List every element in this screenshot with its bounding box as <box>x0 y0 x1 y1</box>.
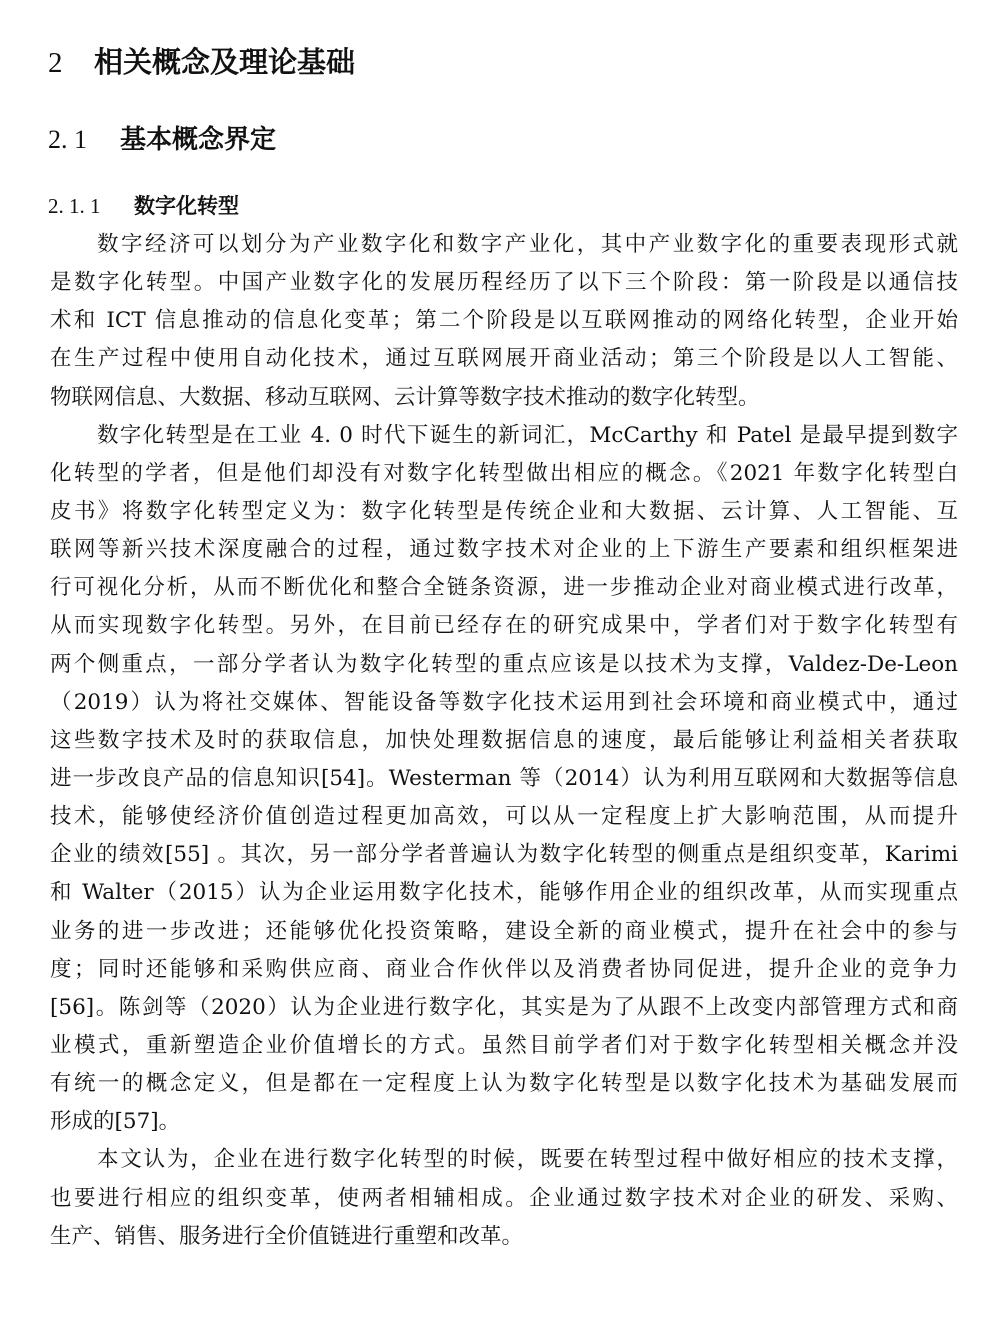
chapter-number: 2 <box>48 47 63 79</box>
text-line: 技术，能够使经济价值创造过程更加高效，可以从一定程度上扩大影响范围，从而提升 <box>50 804 958 830</box>
body-text <box>50 226 958 1256</box>
section-title: 基本概念界定 <box>120 125 277 155</box>
text-line: 联网等新兴技术深度融合的过程，通过数字技术对企业的上下游生产要素和组织框架进 <box>50 537 958 563</box>
paragraph <box>50 226 958 417</box>
section-number: 2. 1 <box>48 125 87 154</box>
text-line: 有统一的概念定义，但是都在一定程度上认为数字化转型是以数字化技术为基础发展而 <box>50 1071 958 1097</box>
text-line: 皮书》将数字化转型定义为：数字化转型是传统企业和大数据、云计算、人工智能、互 <box>50 498 958 524</box>
subsection-title: 数字化转型 <box>134 194 239 218</box>
text-line: 数字化转型是在工业 4. 0 时代下诞生的新词汇，McCarthy 和 Patel 是最早提到数字 <box>97 422 958 448</box>
section-heading <box>48 118 276 162</box>
text-line: 物联网信息、大数据、移动互联网、云计算等数字技术推动的数字化转型。 <box>50 384 760 410</box>
text-line: 从而实现数字化转型。另外，在目前已经存在的研究成果中，学者们对于数字化转型有 <box>50 613 958 639</box>
text-line: 也要进行相应的组织变革，使两者相辅相成。企业通过数字技术对企业的研发、采购、 <box>50 1185 958 1211</box>
text-line: 这些数字技术及时的获取信息，加快处理数据信息的速度，最后能够让利益相关者获取 <box>50 727 958 753</box>
text-line: 进一步改良产品的信息知识[54]。Westerman 等（2014）认为利用互联网和大数据等信息 <box>50 765 958 791</box>
text-line: 企业的绩效[55] 。其次，另一部分学者普遍认为数字化转型的侧重点是组织变革，Karimi <box>50 842 958 868</box>
text-line: 数字经济可以划分为产业数字化和数字产业化，其中产业数字化的重要表现形式就 <box>97 232 958 257</box>
text-line: 业务的进一步改进；还能够优化投资策略，建设全新的商业模式，提升在社会中的参与 <box>50 918 958 944</box>
paragraph <box>50 1141 958 1255</box>
text-line: 在生产过程中使用自动化技术，通过互联网展开商业活动；第三个阶段是以人工智能、 <box>50 346 958 372</box>
text-line: [56]。陈剑等（2020）认为企业进行数字化，其实是为了从跟不上改变内部管理方式和商 <box>50 994 958 1020</box>
subsection-heading <box>48 186 239 226</box>
text-line: 术和 ICT 信息推动的信息化变革；第二个阶段是以互联网推动的网络化转型，企业开始 <box>50 308 958 334</box>
text-line: 是数字化转型。中国产业数字化的发展历程经历了以下三个阶段：第一阶段是以通信技 <box>50 270 958 296</box>
text-line: 两个侧重点，一部分学者认为数字化转型的重点应该是以技术为支撑，Valdez-De-Leon <box>50 651 958 677</box>
text-line: 本文认为，企业在进行数字化转型的时候，既要在转型过程中做好相应的技术支撑， <box>97 1147 958 1173</box>
chapter-heading <box>48 40 355 85</box>
text-line: 度；同时还能够和采购供应商、商业合作伙伴以及消费者协同促进，提升企业的竞争力 <box>50 956 958 982</box>
text-line: 行可视化分析，从而不断优化和整合全链条资源，进一步推动企业对商业模式进行改革， <box>50 575 958 601</box>
chapter-title: 相关概念及理论基础 <box>94 45 356 79</box>
text-line: （2019）认为将社交媒体、智能设备等数字化技术运用到社会环境和商业模式中，通过 <box>50 689 958 715</box>
text-line: 生产、销售、服务进行全价值链进行重塑和改革。 <box>50 1223 524 1249</box>
paragraph <box>50 417 958 1142</box>
text-line: 形成的[57]。 <box>50 1109 181 1135</box>
text-line: 业模式，重新塑造企业价值增长的方式。虽然目前学者们对于数字化转型相关概念并没 <box>50 1032 958 1058</box>
text-line: 化转型的学者，但是他们却没有对数字化转型做出相应的概念。《2021 年数字化转型白 <box>50 460 958 486</box>
subsection-number: 2. 1. 1 <box>48 194 101 218</box>
text-line: 和 Walter（2015）认为企业运用数字化技术，能够作用企业的组织改革，从而实现重点 <box>50 880 958 906</box>
